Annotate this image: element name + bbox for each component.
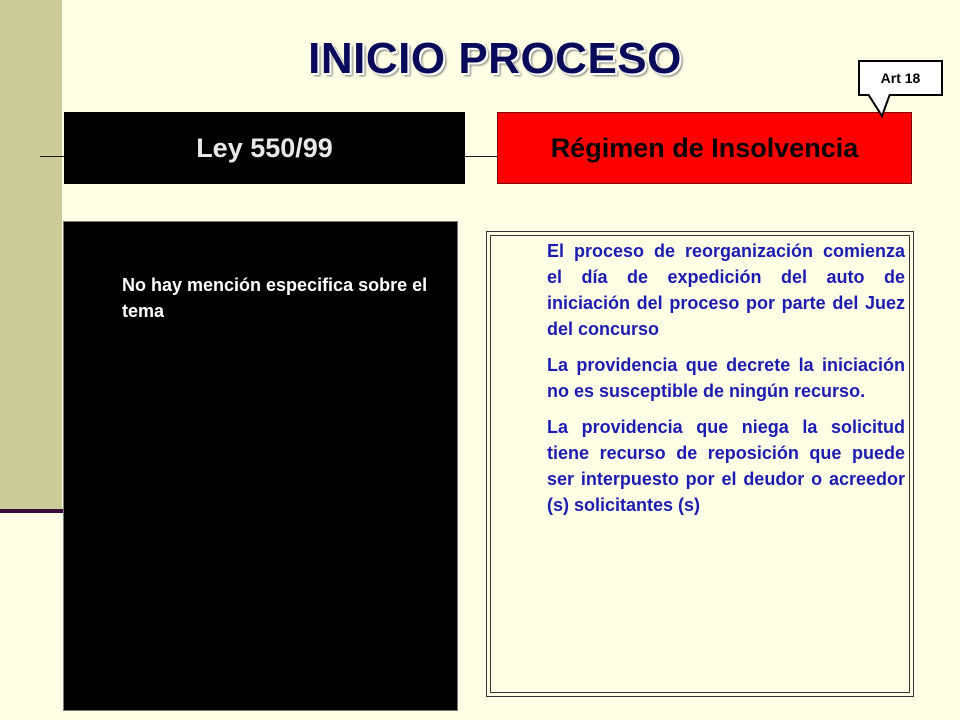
left-decorative-bar — [0, 0, 62, 510]
left-bar-underline — [0, 509, 64, 513]
regimen-content-panel — [486, 231, 914, 697]
article-callout — [858, 60, 943, 96]
tab-ley-label: Ley 550/99 — [196, 132, 333, 163]
tab-ley-550-99 — [64, 112, 465, 184]
regimen-paragraphs — [547, 238, 905, 528]
regimen-paragraph: El proceso de reorganización comienza el día de expedición del auto de iniciación del proceso por parte del Juez del concurso — [547, 241, 905, 339]
regimen-paragraph: La providencia que niega la solicitud tiene recurso de reposición que puede ser interpuesto por el deudor o acreedor (s) solicitantes (s) — [547, 417, 905, 515]
article-callout-label: Art 18 — [880, 70, 921, 86]
callout-pointer-icon — [866, 94, 896, 118]
ley-content-text: No hay mención especifica sobre el tema — [122, 275, 428, 321]
regimen-paragraph: La providencia que decrete la iniciación no es susceptible de ningún recurso. — [547, 355, 905, 401]
connector-line-middle — [465, 156, 497, 157]
tab-regimen-label: Régimen de Insolvencia — [550, 132, 859, 163]
slide-title: INICIO PROCESO — [308, 34, 682, 83]
ley-content-panel — [63, 221, 458, 711]
connector-line-left — [40, 156, 64, 157]
tab-regimen-insolvencia — [497, 112, 912, 184]
